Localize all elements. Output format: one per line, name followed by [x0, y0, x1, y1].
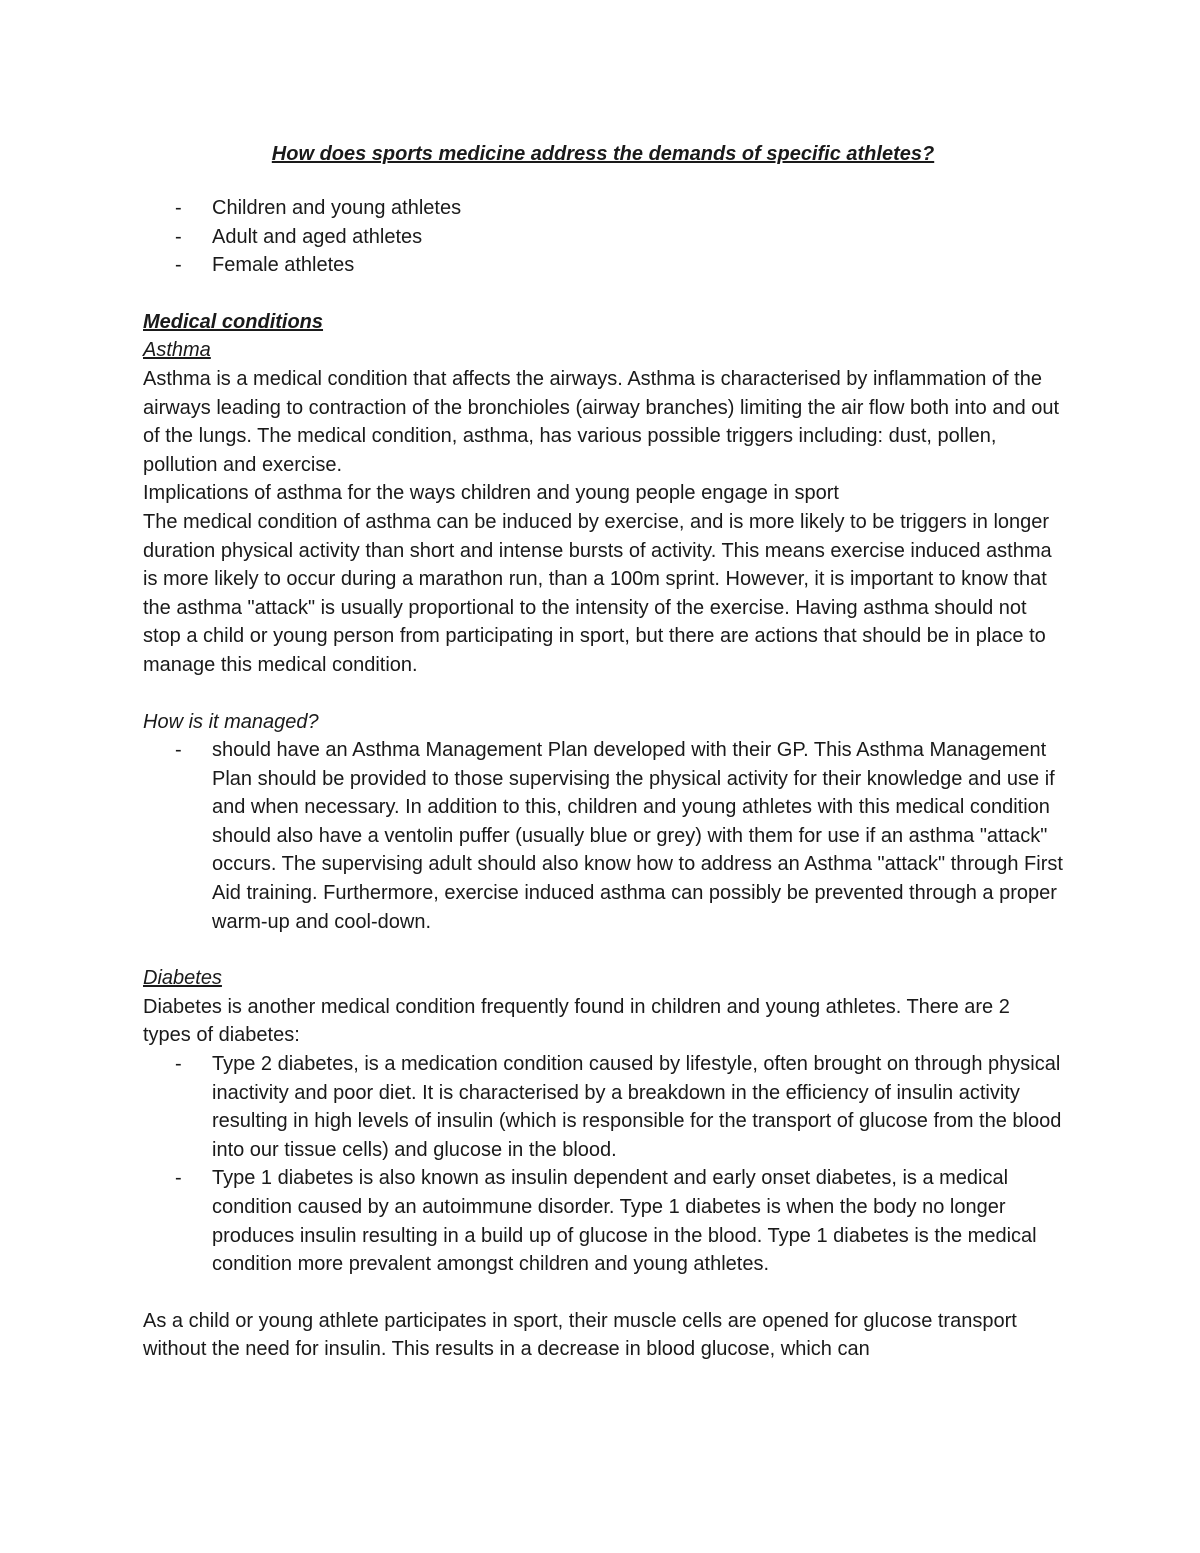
spacer — [143, 1279, 1063, 1307]
bullet-dash: - — [175, 225, 182, 248]
spacer — [143, 680, 1063, 708]
page-title: How does sports medicine address the demands of specific athletes? — [271, 143, 935, 165]
list-item: - Children and young athletes — [143, 194, 1063, 223]
diabetes-intro-paragraph: Diabetes is another medical condition frequently found in children and young athletes. There are 2 types of diabetes: — [143, 995, 1010, 1047]
list-item: - should have an Asthma Management Plan developed with their GP. This Asthma Management Plan should be provided to those supervising the physical activity for their knowledge and use if and when necessary. In addition to this, children and young athletes with this medical condition should also have a ventolin puffer (usually blue or grey) with them for use if an asthma "attack" occurs. The supervising adult should also know how to address an Asthma "attack" through First Aid training. Furthermore, exercise induced asthma can possibly be prevented through a proper warm-up and cool-down. — [143, 736, 1063, 936]
asthma-intro-paragraph: Asthma is a medical condition that affects the airways. Asthma is characterised by inflammation of the airways leading to contraction of the bronchioles (airway branches) limiting the air flow both into and out of the lungs. The medical condition, asthma, has various possible triggers including: dust, pollen, pollution and exercise. — [143, 367, 1060, 476]
asthma-managed-heading: How is it managed? — [143, 710, 319, 733]
list-item: - Type 2 diabetes, is a medication condition caused by lifestyle, often brought on through physical inactivity and poor diet. It is characterised by a breakdown in the efficiency of insulin activity resulting in high levels of insulin (which is responsible for the transport of glucose from the blood into our tissue cells) and glucose in the blood. — [143, 1050, 1063, 1164]
subheading-diabetes: Diabetes — [143, 967, 222, 990]
list-item: - Female athletes — [143, 251, 1063, 280]
section-heading-medical-conditions: Medical conditions — [143, 310, 324, 333]
bullet-dash: - — [175, 1167, 182, 1190]
list-item: - Adult and aged athletes — [143, 223, 1063, 252]
asthma-implications-heading: Implications of asthma for the ways children and young people engage in sport — [143, 482, 839, 505]
spacer — [143, 936, 1063, 964]
subheading-asthma: Asthma — [143, 339, 211, 362]
bullet-dash: - — [175, 197, 182, 219]
list-item: - Type 1 diabetes is also known as insulin dependent and early onset diabetes, is a medical condition caused by an autoimmune disorder. Type 1 diabetes is when the body no longer produces insulin resulting in a build up of glucose in the blood. Type 1 diabetes is the medical condition more prevalent amongst children and young athletes. — [143, 1164, 1063, 1278]
diabetes-types-list — [143, 1050, 1063, 1279]
spacer — [143, 280, 1063, 308]
document-page — [143, 140, 1063, 1364]
bullet-dash: - — [175, 254, 182, 277]
asthma-management-list — [143, 736, 1063, 936]
athlete-groups-list — [143, 194, 1063, 280]
asthma-implications-paragraph: The medical condition of asthma can be induced by exercise, and is more likely to be triggers in longer duration physical activity than short and intense bursts of activity. This means exercise induced asthma is more likely to occur during a marathon run, than a 100m sprint. However, it is important to know that the asthma "attack" is usually proportional to the intensity of the exercise. Having asthma should not stop a child or young person from participating in sport, but there are actions that should be in place to manage this medical condition. — [143, 510, 1052, 676]
diabetes-closing-paragraph: As a child or young athlete participates in sport, their muscle cells are opened for glucose transport without the need for insulin. This results in a decrease in blood glucose, which can — [143, 1309, 1017, 1361]
bullet-dash: - — [175, 1053, 182, 1076]
bullet-dash: - — [175, 739, 182, 762]
